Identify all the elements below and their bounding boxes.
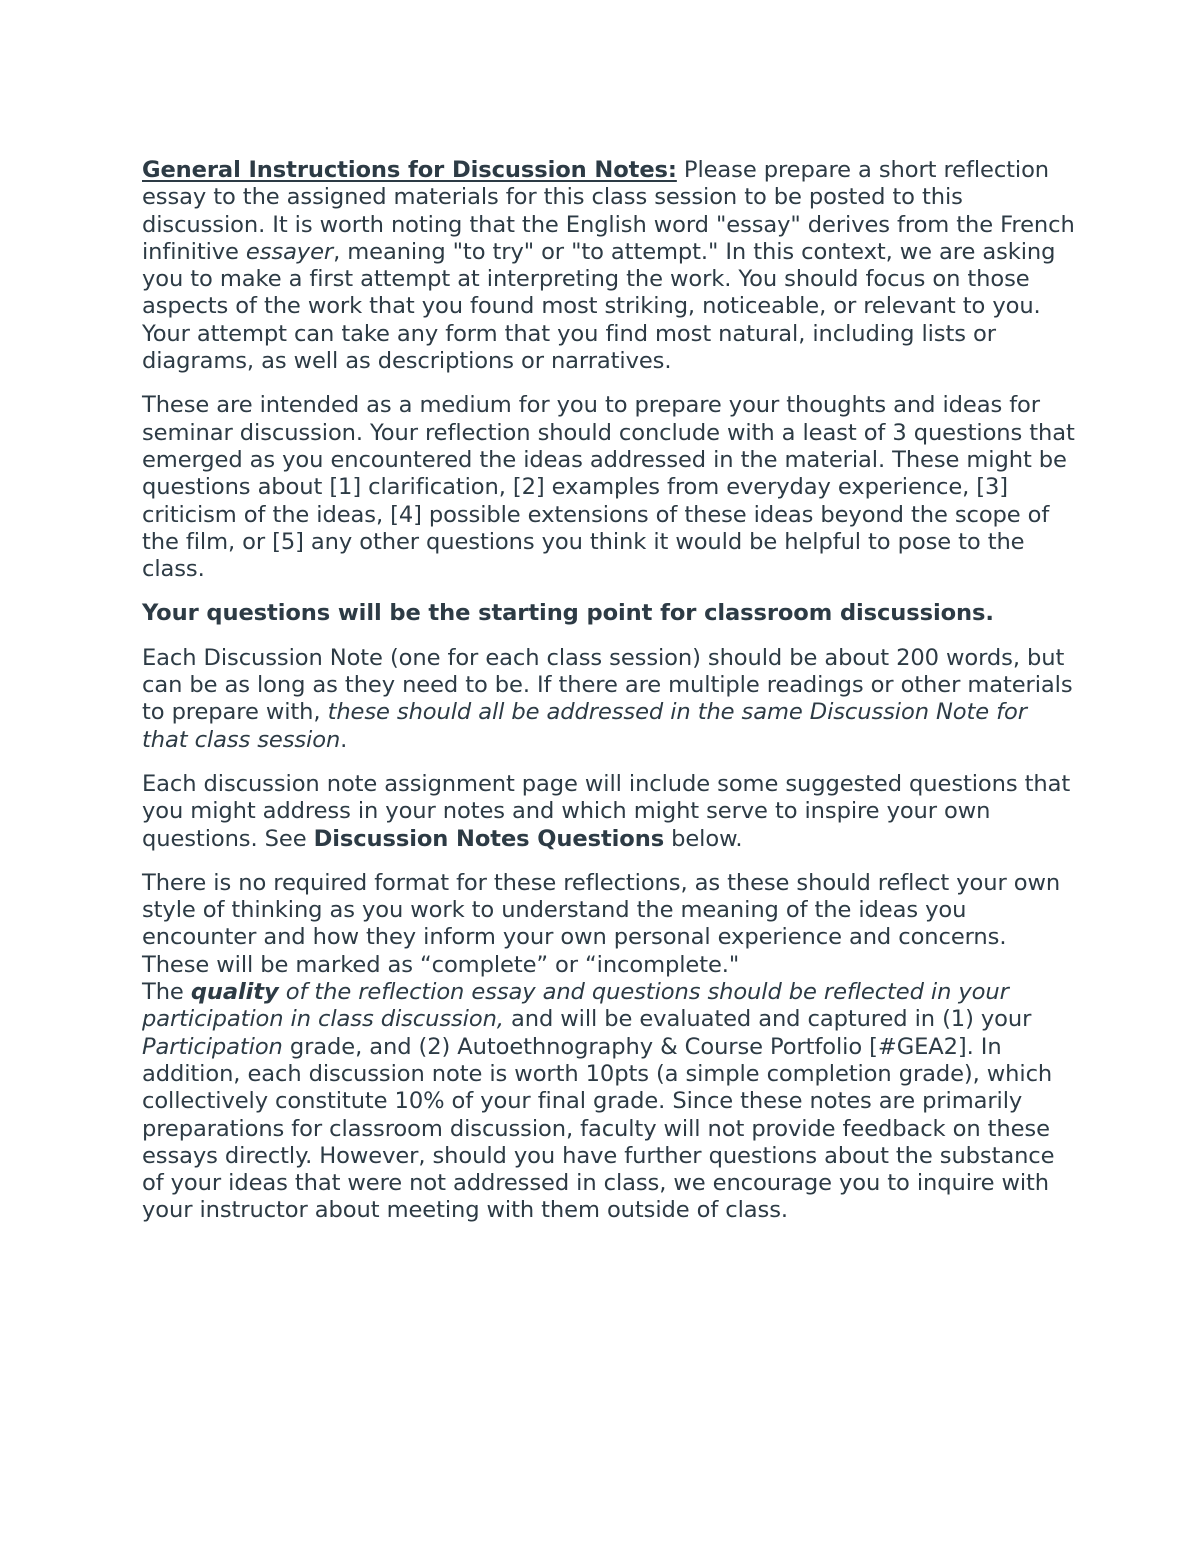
format-text-4: grade, and (2) Autoethnography & Course Portfolio [#GEA2]. In addition, each discussion note is worth 10pts (a simple completion grade), which collectively constitute 10% of your final grade. Since these notes are primarily preparations for classroom discussion, faculty will not provide feedback on these essays directly. However, should you have further questions about the substance of your ideas that were not addressed in class, we encourage you to inquire with your instructor about meeting with them outside of class. xyxy=(142,1033,1055,1224)
paragraph-questions xyxy=(142,771,1077,853)
paragraph-emphasis xyxy=(142,600,1077,627)
intro-italic-essayer: essayer xyxy=(245,238,334,265)
length-italic: these should all be addressed in the same Discussion Note for that class session xyxy=(142,699,1027,753)
format-bold-italic-quality: quality xyxy=(190,979,279,1006)
questions-text-2: below. xyxy=(664,825,743,852)
format-text-1: There is no required format for these reflections, as these should reflect your own style of thinking as you work to understand the meaning of the ideas you encounter and how they inform your own personal experience and concerns. These will be marked as “complete” or “incomplete." xyxy=(142,869,1061,978)
paragraph-intro xyxy=(142,157,1077,375)
intro-text-2: , meaning "to try" or "to attempt." In this context, we are asking you to make a first attempt at interpreting the work. You should focus on those aspects of the work that you found most striking, noticeable, or relevant to you. Your attempt can take any form that you find most natural, including lists or diagrams, as well as descriptions or narratives. xyxy=(142,238,1056,375)
paragraph-length xyxy=(142,645,1077,754)
intro-text-1: Please prepare a short reflection essay to the assigned materials for this class session to be posted to this discussion. It is worth noting that the English word "essay" derives from the French infinitive xyxy=(142,157,1075,265)
format-text-2: The xyxy=(142,979,191,1006)
questions-bold-ref: Discussion Notes Questions xyxy=(313,825,665,852)
format-italic: of the reflection essay and questions should be reflected in your participation in class discussion, xyxy=(142,979,1009,1033)
paragraph-purpose: These are intended as a medium for you to prepare your thoughts and ideas for seminar discussion. Your reflection should conclude with a least of 3 questions that emerged as you encountered the ideas addressed in the material. These might be questions about [1] clarification, [2] examples from everyday experience, [3] criticism of the ideas, [4] possible extensions of these ideas beyond the scope of the film, or [5] any other questions you think it would be helpful to pose to the class. xyxy=(142,392,1075,583)
format-italic-participation: Participation xyxy=(142,1033,283,1060)
paragraph-format xyxy=(142,870,1077,1225)
document-heading: General Instructions for Discussion Notes: xyxy=(142,157,677,183)
length-text-2: . xyxy=(340,726,348,753)
emphasis-statement: Your questions will be the starting point for classroom discussions. xyxy=(142,600,994,627)
length-text-1: Each Discussion Note (one for each class session) should be about 200 words, but can be as long as they need to be. If there are multiple readings or other materials to prepare with, xyxy=(142,644,1073,726)
questions-text-1: Each discussion note assignment page will include some suggested questions that you might address in your notes and which might serve to inspire your own questions. See xyxy=(142,770,1071,852)
document-page xyxy=(142,157,1077,1242)
format-text-3: and will be evaluated and captured in (1) your xyxy=(503,1006,1032,1033)
